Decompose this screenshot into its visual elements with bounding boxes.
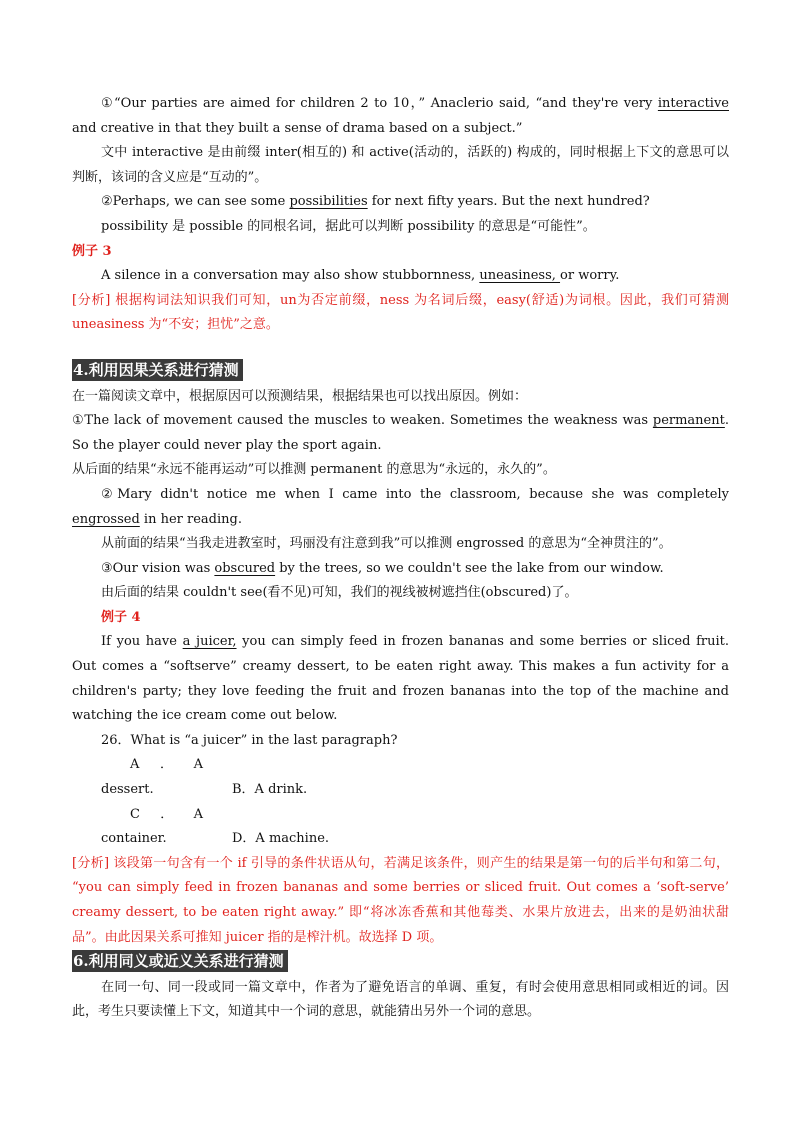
intro-example-1-tail: and creative in that they built a sense of drama based on a subject.” xyxy=(72,120,523,136)
underlined-word: a juicer, xyxy=(182,634,237,650)
example-4-passage xyxy=(72,630,729,728)
example-3-analysis: [分析] 根据构词法知识我们可知，un为否定前缀，ness 为名词后缀，easy(舒适)为词根。因此，我们可猜测 uneasiness 为“不安；担忧”之意。 xyxy=(72,292,729,333)
example-4-text: If you have xyxy=(101,634,183,650)
options-row-1 xyxy=(72,753,729,802)
example-3-label: 例子 3 xyxy=(72,243,112,259)
underlined-word: uneasiness, xyxy=(479,268,561,284)
intro-example-1-text: ①“Our parties are aimed for children 2 to 10，” Anaclerio said, “and they're very xyxy=(101,96,658,111)
underlined-word: permanent xyxy=(652,413,725,429)
option-a: A．A dessert. xyxy=(101,757,203,798)
section-4-example-2-text: ②Mary didn't notice me when I came into the classroom, because she was completely xyxy=(101,486,729,502)
option-c: C．A container. xyxy=(101,806,203,847)
intro-example-2 xyxy=(72,190,729,215)
intro-example-1 xyxy=(72,92,729,141)
option-d: D．A machine. xyxy=(232,831,330,847)
intro-example-2-tail: for next fifty years. But the next hundred? xyxy=(367,194,650,210)
underlined-word: interactive xyxy=(657,96,729,111)
example-4-label: 例子 4 xyxy=(101,609,141,625)
section-4-example-1-note: 从后面的结果“永远不能再运动”可以推测 permanent 的意思为“永远的，永久的”。 xyxy=(72,462,556,478)
options-row-2 xyxy=(72,803,729,852)
example-3-tail: or worry. xyxy=(560,268,620,284)
example-3-text: A silence in a conversation may also show stubbornness, xyxy=(101,268,480,284)
example-4-tail: you can simply feed in frozen bananas and some berries or sliced fruit. Out comes a “softserve” creamy dessert, to be eaten right away. This makes a fun activity for a children's party; they love feeding the fruit and frozen bananas into the top of the machine and watching the ice cream come out below. xyxy=(72,634,729,724)
underlined-word: possibilities xyxy=(289,194,368,210)
section-4-example-3-tail: by the trees, so we couldn't see the lake from our window. xyxy=(275,560,664,576)
section-4-heading: 4.利用因果关系进行猜测 xyxy=(72,359,243,381)
underlined-word: engrossed xyxy=(72,511,140,527)
document-page xyxy=(72,92,729,1025)
intro-example-2-text: ②Perhaps, we can see some xyxy=(101,194,290,210)
underlined-word: obscured xyxy=(214,560,276,576)
section-4-example-3 xyxy=(72,557,729,582)
section-4-example-2-note: 从前面的结果“当我走进教室时，玛丽没有注意到我”可以推测 engrossed 的意思为“全神贯注的”。 xyxy=(101,536,672,552)
section-4-example-3-note: 由后面的结果 couldn't see(看不见)可知，我们的视线被树遮挡住(obscured)了。 xyxy=(101,585,578,601)
section-4-example-2-tail: in her reading. xyxy=(139,511,242,527)
section-4-example-3-text: ③Our vision was xyxy=(101,560,215,576)
example-4-analysis: [分析] 该段第一句含有一个 if 引导的条件状语从句，若满足该条件，则产生的结果是第一句的后半句和第二句， “you can simply feed in frozen bananas and some berries or sliced fruit. Out comes a ‘soft-serve’ creamy dessert, to be eaten right away.” 即“将冰冻香蕉和其他莓类、水果片放进去，出来的是奶油状甜品”。由此因果关系可推知 juicer 指的是榨汁机。故选择 D 项。 xyxy=(72,855,729,945)
section-4-example-1-tail: . So the player could never play the sport again. xyxy=(72,413,729,453)
section-4-intro: 在一篇阅读文章中，根据原因可以预测结果，根据结果也可以找出原因。例如： xyxy=(72,388,528,404)
example-3-sentence xyxy=(72,264,729,289)
section-6-heading: 6.利用同义或近义关系进行猜测 xyxy=(72,950,288,972)
question-26: 26．What is “a juicer” in the last paragraph? xyxy=(101,732,398,748)
section-6-text: 在同一句、同一段或同一篇文章中，作者为了避免语言的单调、重复，有时会使用意思相同或相近的词。因此，考生只要读懂上下文，知道其中一个词的意思，就能猜出另外一个词的意思。 xyxy=(72,979,729,1020)
intro-explanation-2: possibility 是 possible 的同根名词，据此可以判断 possibility 的意思是“可能性”。 xyxy=(101,218,596,234)
section-4-example-2 xyxy=(72,483,729,532)
section-4-example-1 xyxy=(72,409,729,458)
option-b: B．A drink. xyxy=(232,782,308,798)
section-4-example-1-text: ①The lack of movement caused the muscles to weaken. Sometimes the weakness was xyxy=(72,413,653,429)
intro-explanation-1: 文中 interactive 是由前缀 inter(相互的) 和 active(活动的，活跃的) 构成的，同时根据上下文的意思可以判断，该词的含义应是“互动的”。 xyxy=(72,145,729,185)
